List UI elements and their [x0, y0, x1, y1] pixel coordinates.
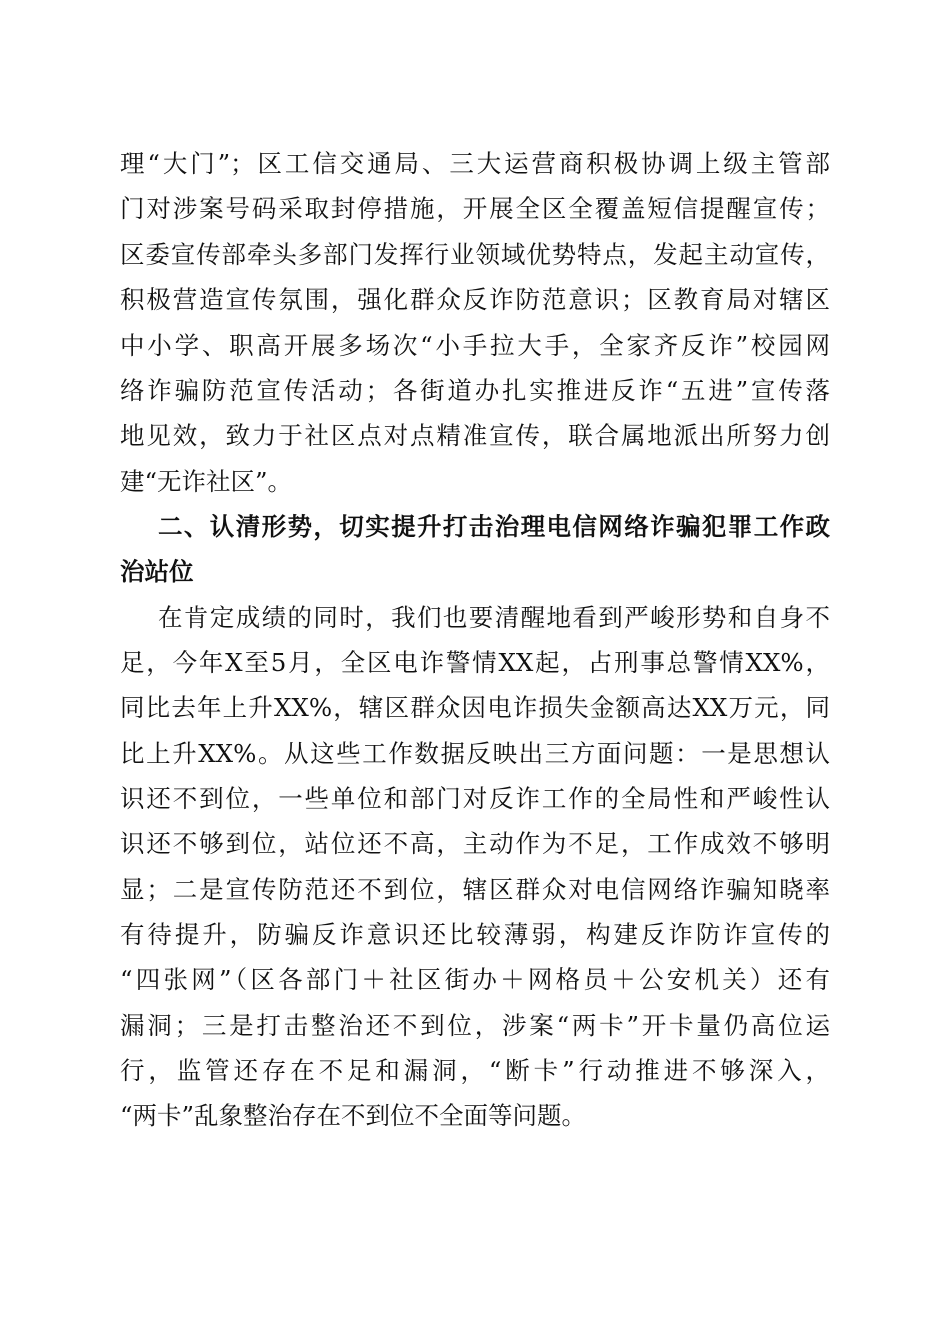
text-line: 地见效，致力于社区点对点精准宣传，联合属地派出所努力创: [120, 421, 830, 450]
text-line: 中小学、职高开展多场次“小手拉大手，全家齐反诈”校园网: [120, 331, 830, 360]
text-line: “两卡”乱象整治存在不到位不全面等问题。: [120, 1101, 587, 1130]
text-line: 有待提升，防骗反诈意识还比较薄弱，构建反诈防诈宣传的: [120, 920, 830, 949]
heading-line: 二、认清形势，切实提升打击治理电信网络诈骗犯罪工作政: [158, 512, 830, 541]
text-line: 识还不到位，一些单位和部门对反诈工作的全局性和严峻性认: [120, 784, 830, 813]
text-line: 同比去年上升XX%，辖区群众因电诈损失金额高达XX万元，同: [120, 693, 830, 722]
text-line: “四张网”（区各部门＋社区街办＋网格员＋公安机关）还有: [120, 965, 830, 994]
text-line: 络诈骗防范宣传活动；各街道办扎实推进反诈“五进”宣传落: [120, 376, 830, 405]
text-line: 积极营造宣传氛围，强化群众反诈防范意识；区教育局对辖区: [120, 285, 830, 314]
text-line: 门对涉案号码采取封停措施，开展全区全覆盖短信提醒宣传；: [120, 194, 830, 223]
text-line: 比上升XX%。从这些工作数据反映出三方面问题：一是思想认: [120, 739, 830, 768]
text-line: 显；二是宣传防范还不到位，辖区群众对电信网络诈骗知晓率: [120, 875, 830, 904]
text-line: 识还不够到位，站位还不高，主动作为不足，工作成效不够明: [120, 829, 830, 858]
heading-line: 治站位: [120, 557, 194, 586]
text-line: 理“大门”；区工信交通局、三大运营商积极协调上级主管部: [120, 149, 830, 178]
text-line: 建“无诈社区”。: [120, 467, 293, 496]
text-line: 漏洞；三是打击整治还不到位，涉案“两卡”开卡量仍高位运: [120, 1011, 830, 1040]
text-line: 足，今年X至5月，全区电诈警情XX起，占刑事总警情XX%，: [120, 648, 830, 677]
text-line: 在肯定成绩的同时，我们也要清醒地看到严峻形势和自身不: [158, 603, 830, 632]
text-line: 区委宣传部牵头多部门发挥行业领域优势特点，发起主动宣传，: [120, 240, 830, 269]
text-line: 行，监管还存在不足和漏洞，“断卡”行动推进不够深入，: [120, 1056, 830, 1085]
